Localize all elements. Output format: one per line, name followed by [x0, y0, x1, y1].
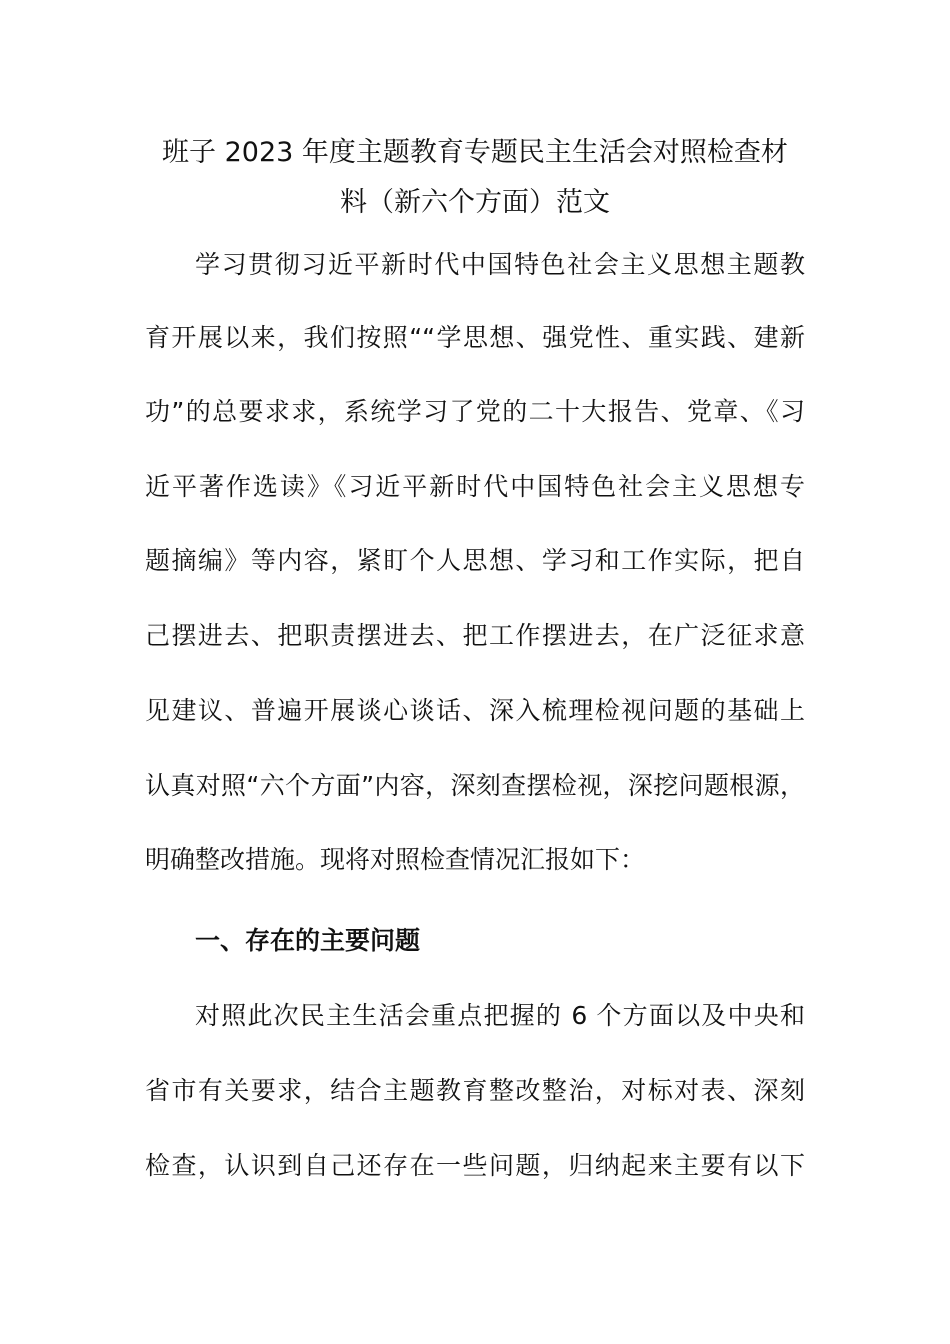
document-title	[145, 128, 805, 228]
text-line: 对照此次民主生活会重点把握的 6 个方面以及中央和	[195, 1001, 805, 1030]
text-line: 学习贯彻习近平新时代中国特色社会主义思想主题教	[195, 250, 805, 279]
text-line: 育开展以来，我们按照““学思想、强党性、重实践、建新	[145, 323, 805, 352]
title-line-2: 料（新六个方面）范文	[340, 187, 610, 218]
text-line: 功”的总要求求，系统学习了党的二十大报告、党章、《习	[145, 397, 805, 426]
text-line: 己摆进去、把职责摆进去、把工作摆进去，在广泛征求意	[145, 621, 805, 650]
text-line: 检查，认识到自己还存在一些问题，归纳起来主要有以下	[145, 1151, 805, 1180]
text-line: 明确整改措施。现将对照检查情况汇报如下：	[145, 845, 646, 874]
text-line: 见建议、普遍开展谈心谈话、深入梳理检视问题的基础上	[145, 696, 805, 725]
text-line: 题摘编》等内容，紧盯个人思想、学习和工作实际，把自	[145, 546, 805, 575]
text-line: 认真对照“六个方面”内容，深刻查摆检视，深挖问题根源，	[145, 771, 805, 800]
text-line: 近平著作选读》《习近平新时代中国特色社会主义思想专	[145, 472, 805, 501]
text-line: 省市有关要求，结合主题教育整改整治，对标对表、深刻	[145, 1076, 805, 1105]
title-line-1: 班子 2023 年度主题教育专题民主生活会对照检查材	[162, 137, 788, 168]
section-heading: 一、存在的主要问题	[195, 926, 421, 955]
